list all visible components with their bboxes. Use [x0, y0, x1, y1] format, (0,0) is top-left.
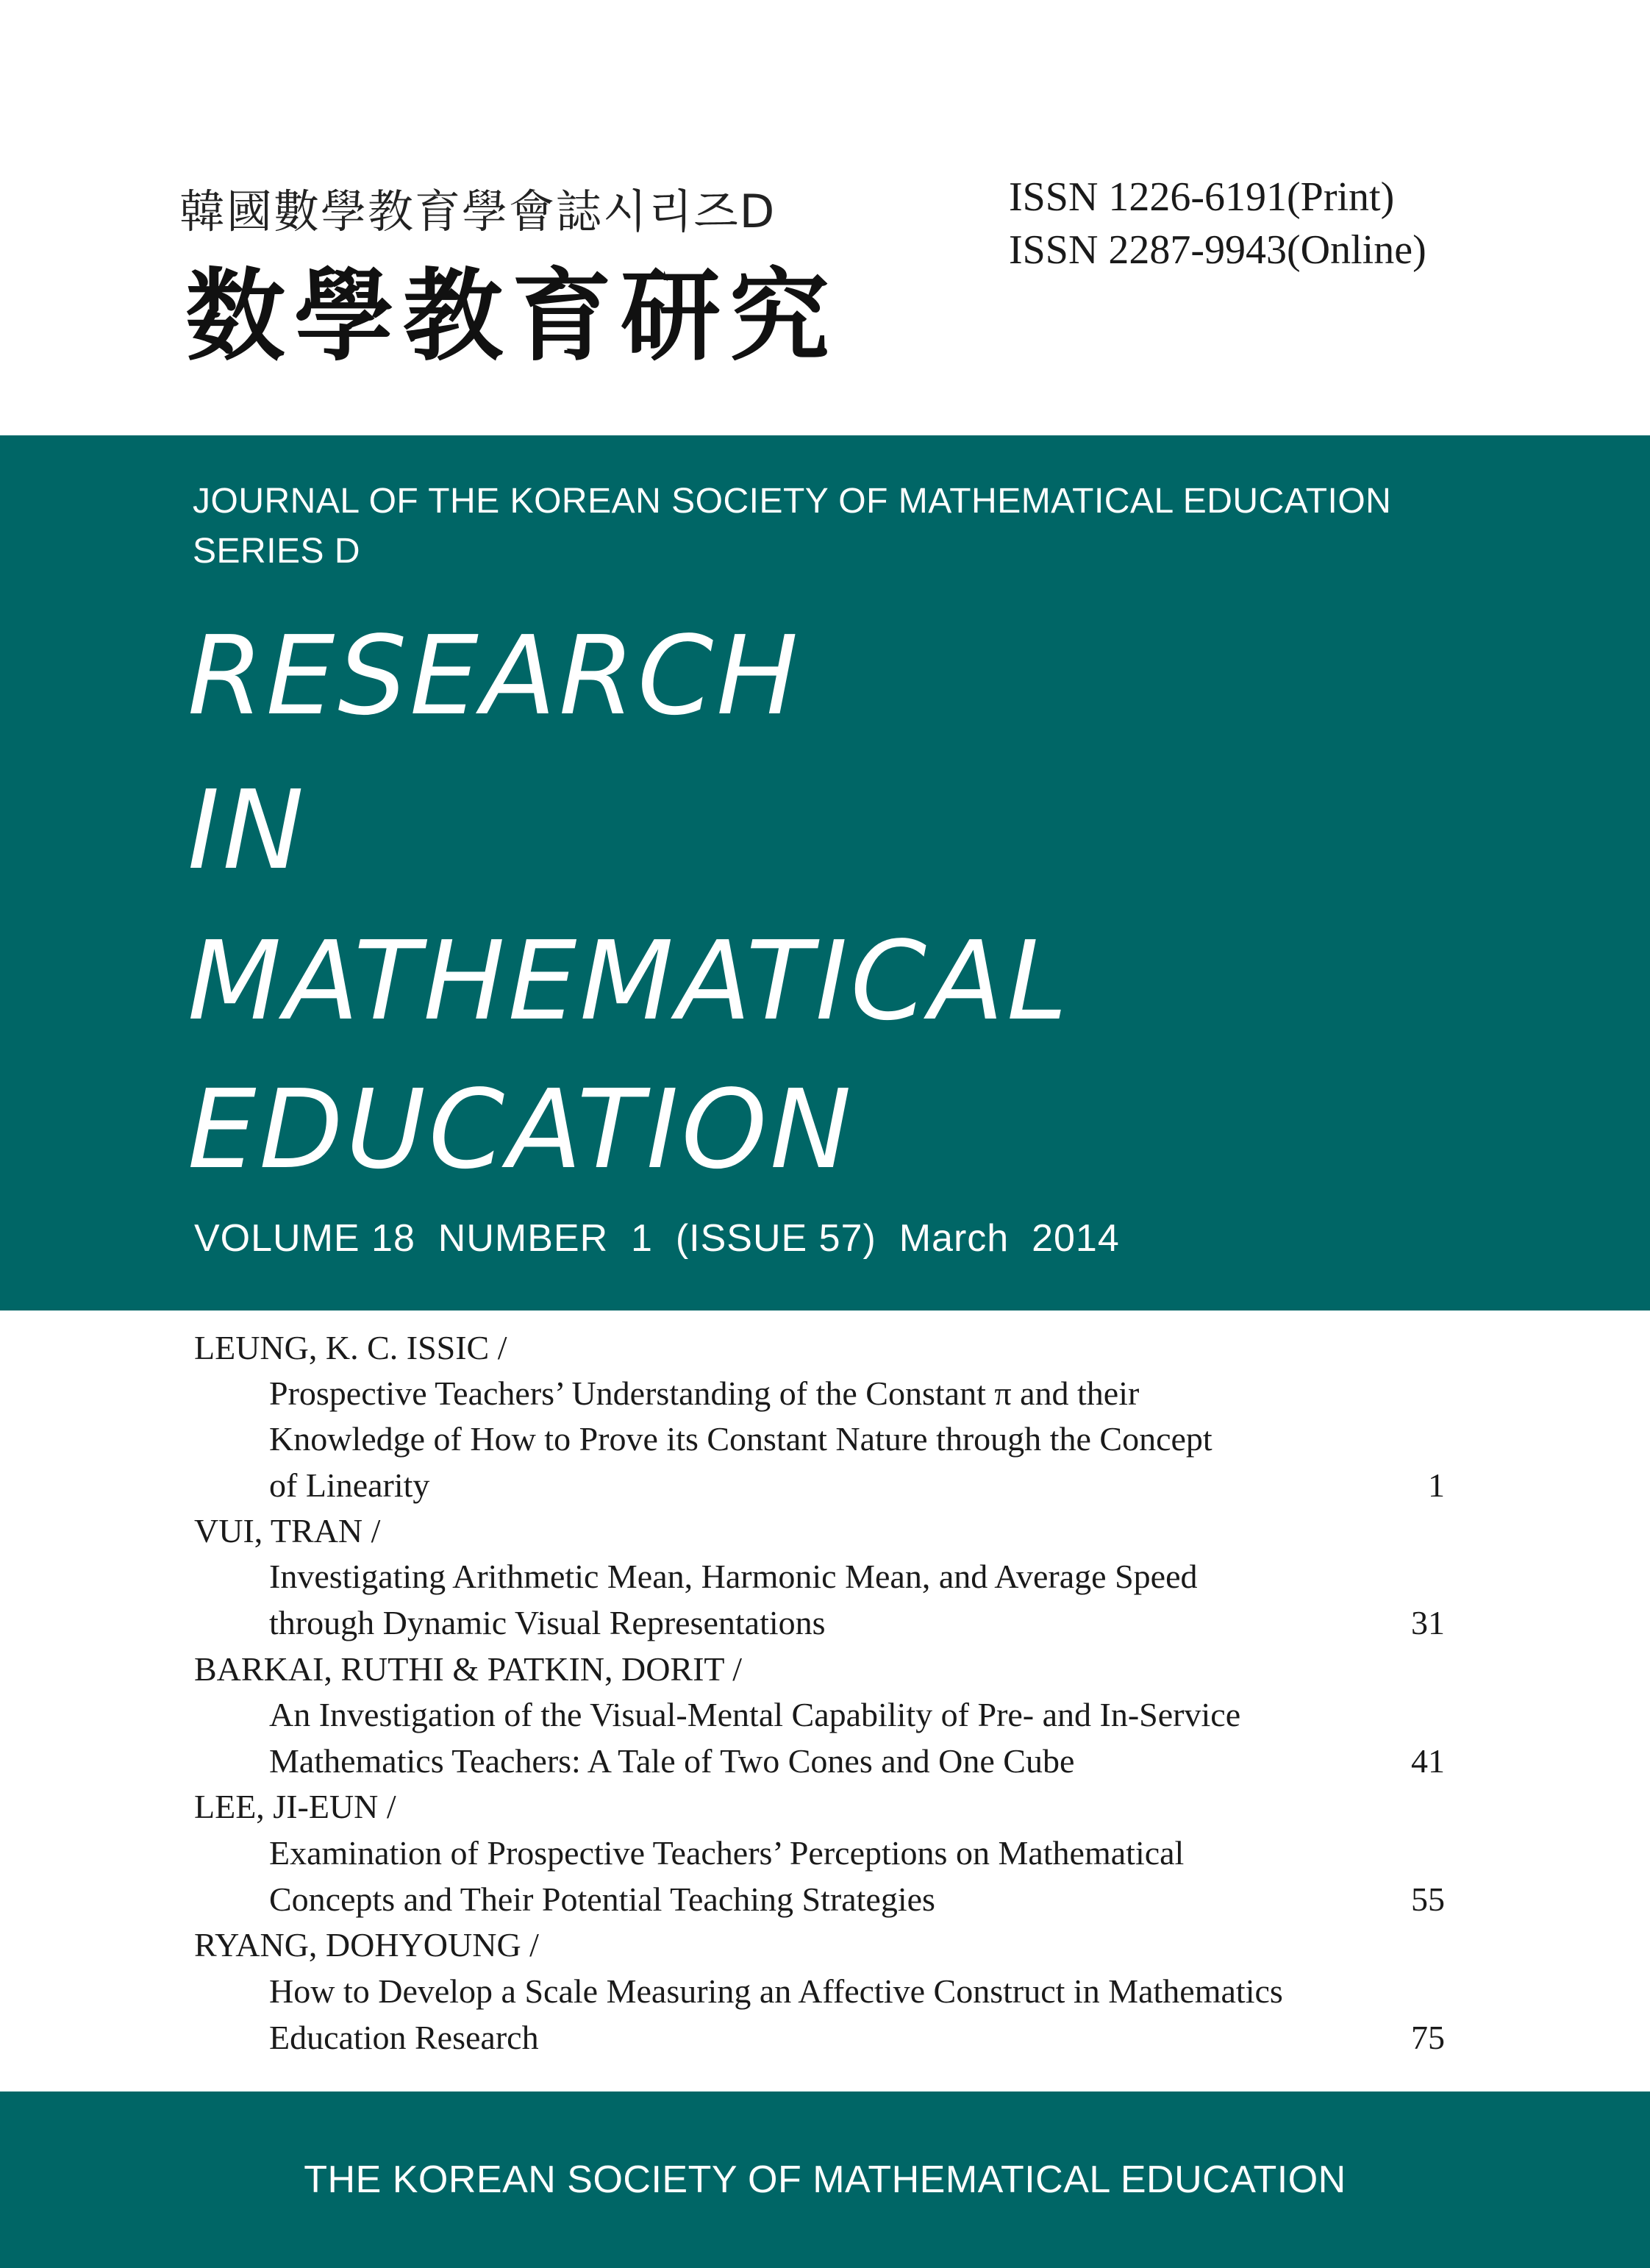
issn-print: ISSN 1226-6191(Print): [1009, 174, 1395, 220]
series-name-cjk: 韓國數學教育學會誌시리즈D: [179, 185, 776, 238]
toc-author: LEE, JI-EUN /: [194, 1788, 396, 1825]
toc-title-line: of Linearity: [269, 1466, 430, 1504]
toc-author: VUI, TRAN /: [194, 1512, 381, 1550]
issn-online: ISSN 2287-9943(Online): [1009, 227, 1426, 273]
toc-title-line: Concepts and Their Potential Teaching Strategies: [269, 1880, 935, 1918]
toc-title-line: Investigating Arithmetic Mean, Harmonic Mean, and Average Speed: [269, 1558, 1198, 1595]
journal-title-line: MATHEMATICAL: [188, 918, 1071, 1044]
journal-series: SERIES D: [193, 532, 361, 571]
toc-title-line: How to Develop a Scale Measuring an Affective Construct in Mathematics: [269, 1972, 1283, 2010]
journal-title-line: EDUCATION: [188, 1066, 854, 1193]
toc-author: BARKAI, RUTHI & PATKIN, DORIT /: [194, 1650, 742, 1688]
journal-full-name: JOURNAL OF THE KOREAN SOCIETY OF MATHEMATICAL EDUCATION: [193, 482, 1392, 521]
journal-title-line: IN: [188, 767, 307, 894]
toc-author: RYANG, DOHYOUNG /: [194, 1926, 539, 1964]
publisher-name: THE KOREAN SOCIETY OF MATHEMATICAL EDUCATION: [304, 2158, 1346, 2201]
toc-title-line: Knowledge of How to Prove its Constant Nature through the Concept: [269, 1420, 1212, 1458]
volume-issue-info: VOLUME 18 NUMBER 1 (ISSUE 57) March 2014: [194, 1217, 1120, 1260]
toc-title-line: An Investigation of the Visual-Mental Capability of Pre- and In-Service: [269, 1696, 1241, 1733]
toc-page-number: 31: [1411, 1604, 1445, 1641]
toc-page-number: 55: [1411, 1880, 1445, 1918]
toc-author: LEUNG, K. C. ISSIC /: [194, 1329, 507, 1366]
toc-page-number: 1: [1428, 1466, 1445, 1504]
toc-title-line: through Dynamic Visual Representations: [269, 1604, 826, 1641]
toc-title-line: Examination of Prospective Teachers’ Perceptions on Mathematical: [269, 1834, 1185, 1872]
toc-page-number: 41: [1411, 1742, 1445, 1780]
toc-title-line: Prospective Teachers’ Understanding of the Constant π and their: [269, 1374, 1140, 1412]
journal-title-line: RESEARCH: [188, 613, 801, 739]
toc-page-number: 75: [1411, 2019, 1445, 2056]
toc-title-line: Mathematics Teachers: A Tale of Two Cones and One Cube: [269, 1742, 1075, 1780]
toc-title-line: Education Research: [269, 2019, 539, 2056]
journal-title-cjk: 数學教育研究: [185, 257, 838, 375]
